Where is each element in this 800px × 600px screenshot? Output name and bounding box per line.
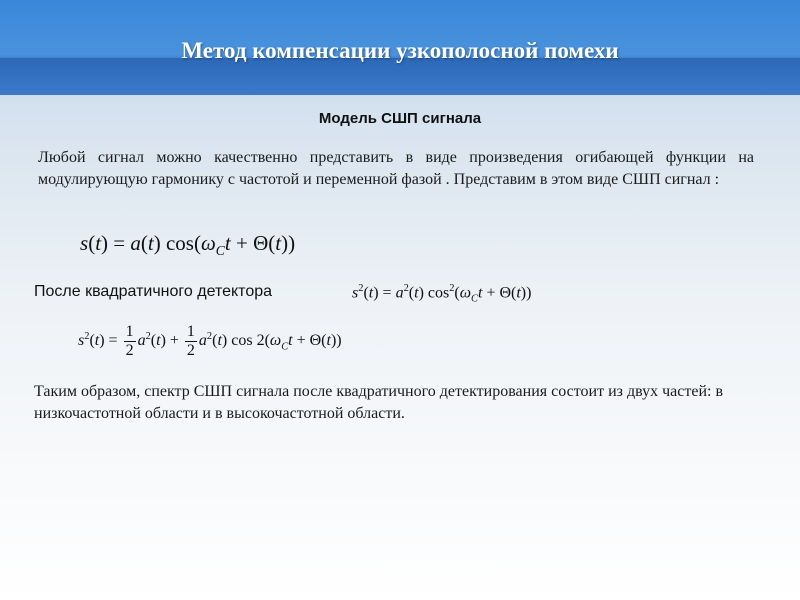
conclusion-paragraph: Таким образом, спектр СШП сигнала после квадратичного детектирования состоит из двух частей: в низкочастотной области и в высокочастотной области. — [34, 383, 724, 422]
fraction-half: $\frac{1}{2}$ — [125, 323, 134, 359]
section-subtitle: Модель СШП сигнала — [318, 110, 482, 127]
signal-formula: s(t) = a(t) $\cos(\omega_Ct + \Theta(t))$ — [80, 231, 296, 259]
detector-label: После квадратичного детектора — [34, 283, 273, 300]
expanded-formula: $s^2(t)$ = $\frac{1}{2}$ $a^2(t)$ + $\frac{1}{2}$ $a^2(t)$ $\cos 2(\omega_Ct + \Theta(t))$ — [78, 323, 342, 359]
fraction-half: $\frac{1}{2}$ — [186, 323, 195, 359]
detector-formula: $s^2(t) = a^2(t) \cos^2(\omega_Ct + \Theta(t))$ — [352, 283, 532, 305]
intro-paragraph: Любой сигнал можно качественно представить в виде произведения огибающей функции на модулирующую гармонику с частотой и переменной фазой . Представим в этом виде СШП сигнал : — [38, 149, 754, 188]
slide-title: Метод компенсации узкополосной помехи — [181, 38, 619, 63]
